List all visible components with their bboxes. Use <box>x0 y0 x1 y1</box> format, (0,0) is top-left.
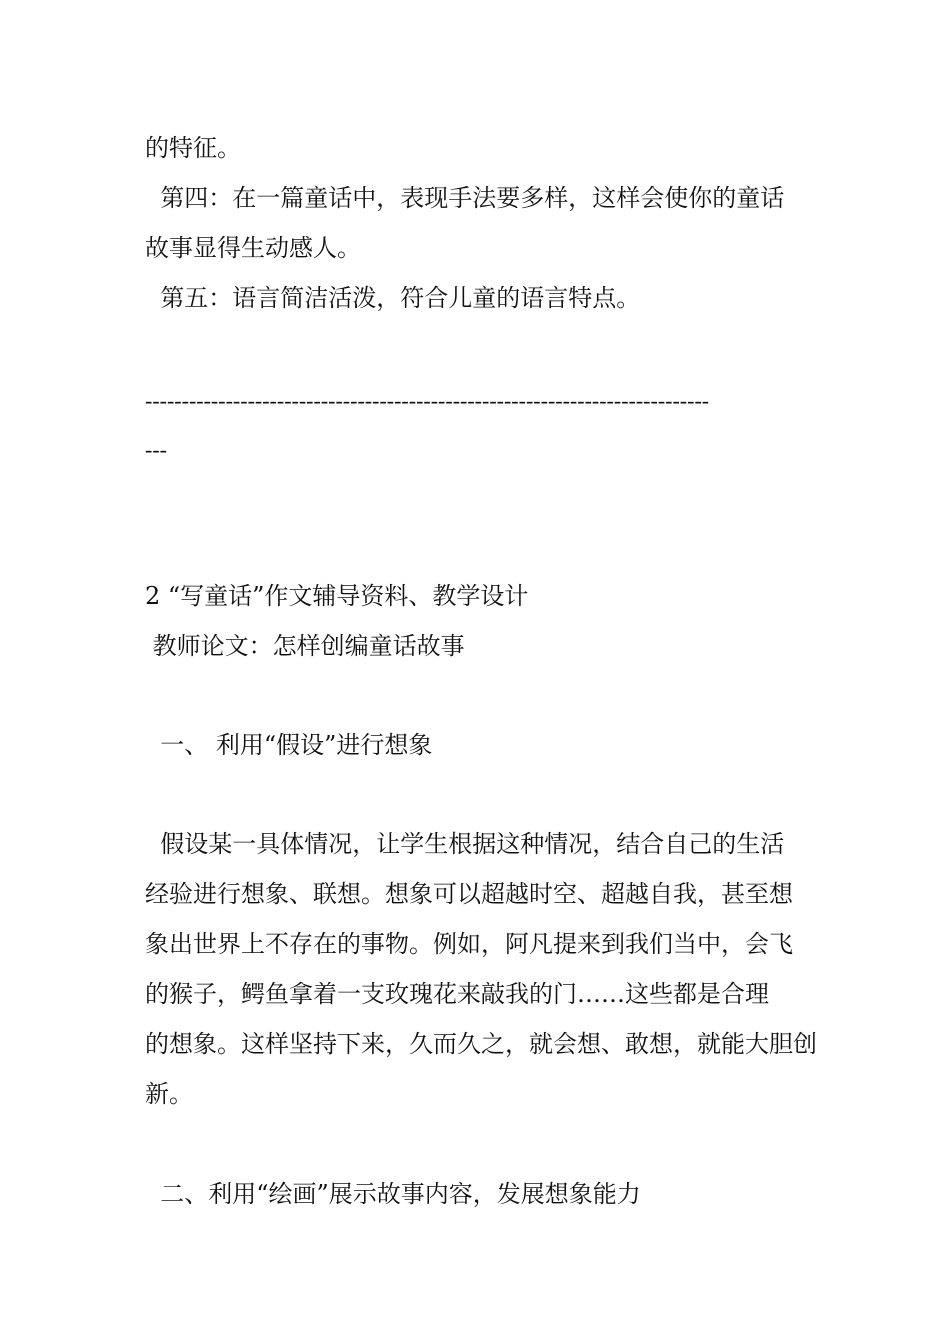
text-line: 第五：语言简洁活泼，符合儿童的语言特点。 <box>145 284 641 312</box>
separator-line: ----------------------------------------------------------------------------- <box>145 388 710 413</box>
paragraph-line: 假设某一具体情况，让学生根据这种情况，结合自己的生活 <box>145 830 785 858</box>
paragraph-line: 经验进行想象、联想。想象可以超越时空、超越自我，甚至想 <box>145 880 793 908</box>
separator-line: --- <box>145 437 167 462</box>
text-line: 故事显得生动感人。 <box>145 234 361 262</box>
text-line: 第四：在一篇童话中，表现手法要多样，这样会使你的童话 <box>145 184 785 212</box>
paragraph-line: 的猴子，鳄鱼拿着一支玫瑰花来敲我的门……这些都是合理 <box>145 980 769 1008</box>
text-line: 的特征。 <box>145 134 241 162</box>
article-title: 教师论文：怎样创编童话故事 <box>145 632 465 660</box>
subheading: 一、 利用“假设”进行想象 <box>145 731 433 759</box>
section-heading: 2 “写童话”作文辅导资料、教学设计 <box>145 582 529 610</box>
paragraph-line: 象出世界上不存在的事物。例如，阿凡提来到我们当中，会飞 <box>145 930 793 958</box>
paragraph-line: 新。 <box>145 1080 193 1108</box>
subheading: 二、利用“绘画”展示故事内容，发展想象能力 <box>145 1180 641 1208</box>
paragraph-line: 的想象。这样坚持下来，久而久之，就会想、敢想，就能大胆创 <box>145 1030 817 1058</box>
